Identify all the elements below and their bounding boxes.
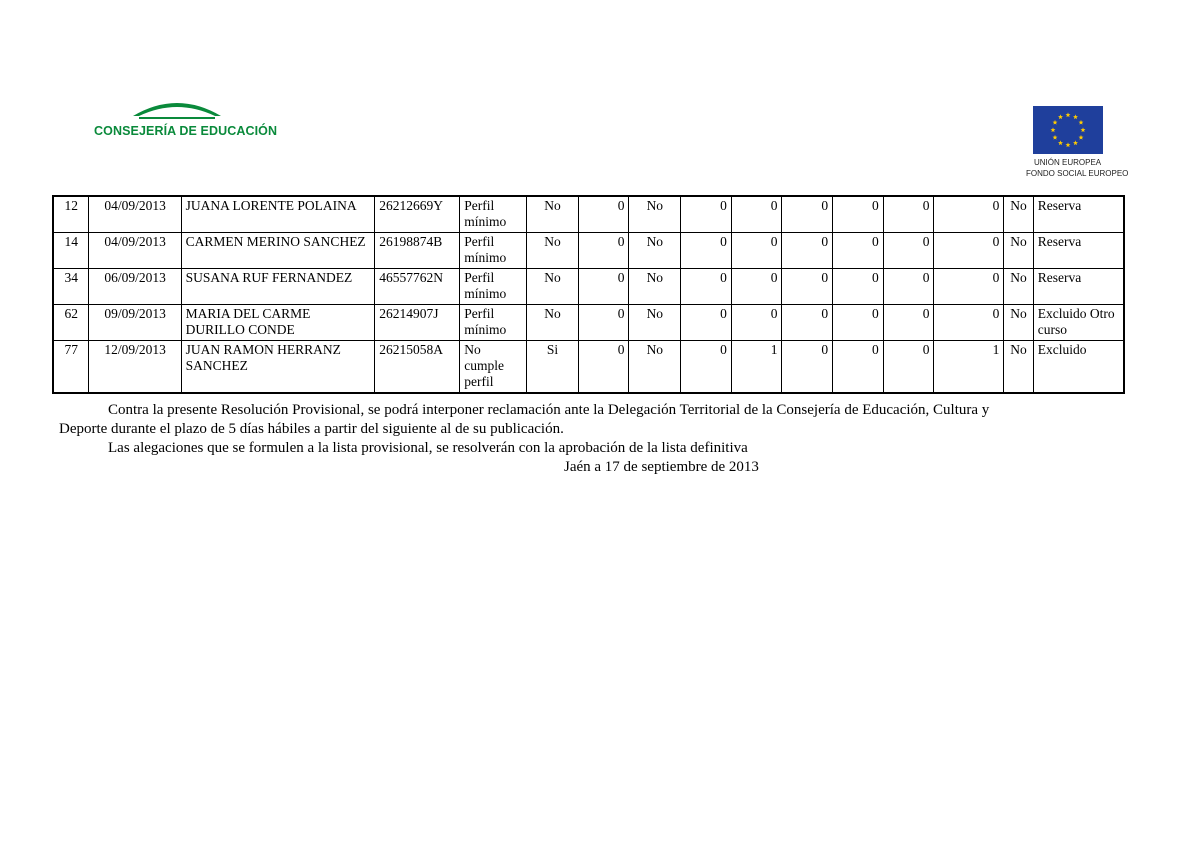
row-status-cell: Reserva <box>1033 233 1124 269</box>
table-row <box>53 305 1124 341</box>
row-flag-a-cell: No <box>527 305 579 341</box>
row-value-c-cell: 0 <box>731 233 782 269</box>
row-flag-c-cell: No <box>1004 305 1033 341</box>
row-value-c-cell: 1 <box>731 341 782 394</box>
resolution-note-line1: Contra la presente Resolución Provisional, se podrá interponer reclamación ante la Delegación Territorial de la Consejería de Educación, Cultura y <box>108 402 990 418</box>
row-dni-cell: 26198874B <box>375 233 460 269</box>
row-dni-cell: 26212669Y <box>375 196 460 233</box>
eu-star-icon <box>1053 120 1058 125</box>
row-profile-cell: Perfil mínimo <box>460 233 527 269</box>
row-status-cell: Reserva <box>1033 196 1124 233</box>
row-profile-cell: No cumple perfil <box>460 341 527 394</box>
row-flag-a-cell: No <box>527 233 579 269</box>
eu-star-icon <box>1053 135 1058 140</box>
row-date-cell: 06/09/2013 <box>89 269 181 305</box>
row-value-f-cell: 0 <box>883 341 934 394</box>
row-name-cell: JUAN RAMON HERRANZ SANCHEZ <box>181 341 375 394</box>
consejeria-logo <box>94 96 278 144</box>
eu-star-icon <box>1058 140 1063 145</box>
row-value-e-cell: 0 <box>833 196 884 233</box>
row-number-cell: 14 <box>53 233 89 269</box>
row-name-cell: CARMEN MERINO SANCHEZ <box>181 233 375 269</box>
junta-andalucia-arc-icon <box>129 96 225 122</box>
row-flag-c-cell: No <box>1004 341 1033 394</box>
row-value-a-cell: 0 <box>578 341 629 394</box>
row-name-cell: MARIA DEL CARME DURILLO CONDE <box>181 305 375 341</box>
eu-logo-line2: FONDO SOCIAL EUROPEO <box>1026 169 1129 178</box>
row-flag-b-cell: No <box>629 305 681 341</box>
row-name-cell: SUSANA RUF FERNANDEZ <box>181 269 375 305</box>
eu-star-icon <box>1058 114 1063 119</box>
row-value-a-cell: 0 <box>578 269 629 305</box>
date-line: Jaén a 17 de septiembre de 2013 <box>564 459 759 475</box>
table-row <box>53 341 1124 394</box>
row-value-e-cell: 0 <box>833 233 884 269</box>
row-value-b-cell: 0 <box>681 269 732 305</box>
resolution-note-line2: Deporte durante el plazo de 5 días hábiles a partir del siguiente al de su publicación. <box>59 421 564 437</box>
eu-star-icon <box>1081 127 1086 132</box>
eu-star-icon <box>1066 112 1071 117</box>
row-dni-cell: 26214907J <box>375 305 460 341</box>
row-value-f-cell: 0 <box>883 305 934 341</box>
row-value-e-cell: 0 <box>833 305 884 341</box>
row-flag-b-cell: No <box>629 233 681 269</box>
row-flag-c-cell: No <box>1004 233 1033 269</box>
allegations-note: Las alegaciones que se formulen a la lista provisional, se resolverán con la aprobación de la lista definitiva <box>108 440 748 456</box>
eu-star-icon <box>1066 142 1071 147</box>
row-date-cell: 04/09/2013 <box>89 196 181 233</box>
row-status-cell: Excluido <box>1033 341 1124 394</box>
row-value-d-cell: 0 <box>782 196 833 233</box>
table-row <box>53 269 1124 305</box>
row-value-a-cell: 0 <box>578 305 629 341</box>
row-date-cell: 09/09/2013 <box>89 305 181 341</box>
row-flag-c-cell: No <box>1004 196 1033 233</box>
table-row <box>53 233 1124 269</box>
row-value-c-cell: 0 <box>731 305 782 341</box>
row-value-e-cell: 0 <box>833 269 884 305</box>
row-value-f-cell: 0 <box>883 233 934 269</box>
row-status-cell: Reserva <box>1033 269 1124 305</box>
row-number-cell: 77 <box>53 341 89 394</box>
row-flag-a-cell: No <box>527 269 579 305</box>
row-value-d-cell: 0 <box>782 305 833 341</box>
row-number-cell: 12 <box>53 196 89 233</box>
row-value-b-cell: 0 <box>681 233 732 269</box>
row-dni-cell: 46557762N <box>375 269 460 305</box>
eu-star-icon <box>1073 140 1078 145</box>
row-flag-b-cell: No <box>629 341 681 394</box>
row-flag-a-cell: Si <box>527 341 579 394</box>
row-flag-b-cell: No <box>629 269 681 305</box>
consejeria-logo-text: CONSEJERÍA DE EDUCACIÓN <box>94 124 278 138</box>
row-value-d-cell: 0 <box>782 341 833 394</box>
row-value-a-cell: 0 <box>578 233 629 269</box>
eu-logo-line1: UNIÓN EUROPEA <box>1034 158 1102 167</box>
row-value-a-cell: 0 <box>578 196 629 233</box>
row-total-cell: 0 <box>934 233 1004 269</box>
row-dni-cell: 26215058A <box>375 341 460 394</box>
row-value-c-cell: 0 <box>731 269 782 305</box>
eu-star-icon <box>1051 127 1056 132</box>
row-date-cell: 12/09/2013 <box>89 341 181 394</box>
row-value-b-cell: 0 <box>681 341 732 394</box>
row-flag-b-cell: No <box>629 196 681 233</box>
row-flag-c-cell: No <box>1004 269 1033 305</box>
row-total-cell: 1 <box>934 341 1004 394</box>
eu-star-icon <box>1079 135 1084 140</box>
eu-logo <box>1026 106 1130 182</box>
eu-star-icon <box>1079 120 1084 125</box>
row-value-d-cell: 0 <box>782 269 833 305</box>
row-date-cell: 04/09/2013 <box>89 233 181 269</box>
eu-star-icon <box>1073 114 1078 119</box>
row-value-b-cell: 0 <box>681 196 732 233</box>
row-value-c-cell: 0 <box>731 196 782 233</box>
row-total-cell: 0 <box>934 269 1004 305</box>
applicants-table <box>52 195 1125 394</box>
row-total-cell: 0 <box>934 196 1004 233</box>
row-total-cell: 0 <box>934 305 1004 341</box>
row-number-cell: 34 <box>53 269 89 305</box>
row-value-f-cell: 0 <box>883 196 934 233</box>
row-name-cell: JUANA LORENTE POLAINA <box>181 196 375 233</box>
row-profile-cell: Perfil mínimo <box>460 269 527 305</box>
row-flag-a-cell: No <box>527 196 579 233</box>
row-value-b-cell: 0 <box>681 305 732 341</box>
row-profile-cell: Perfil mínimo <box>460 196 527 233</box>
row-number-cell: 62 <box>53 305 89 341</box>
row-value-e-cell: 0 <box>833 341 884 394</box>
row-value-d-cell: 0 <box>782 233 833 269</box>
eu-flag-icon <box>1033 106 1103 154</box>
row-profile-cell: Perfil mínimo <box>460 305 527 341</box>
table-row <box>53 196 1124 233</box>
row-value-f-cell: 0 <box>883 269 934 305</box>
row-status-cell: Excluido Otro curso <box>1033 305 1124 341</box>
